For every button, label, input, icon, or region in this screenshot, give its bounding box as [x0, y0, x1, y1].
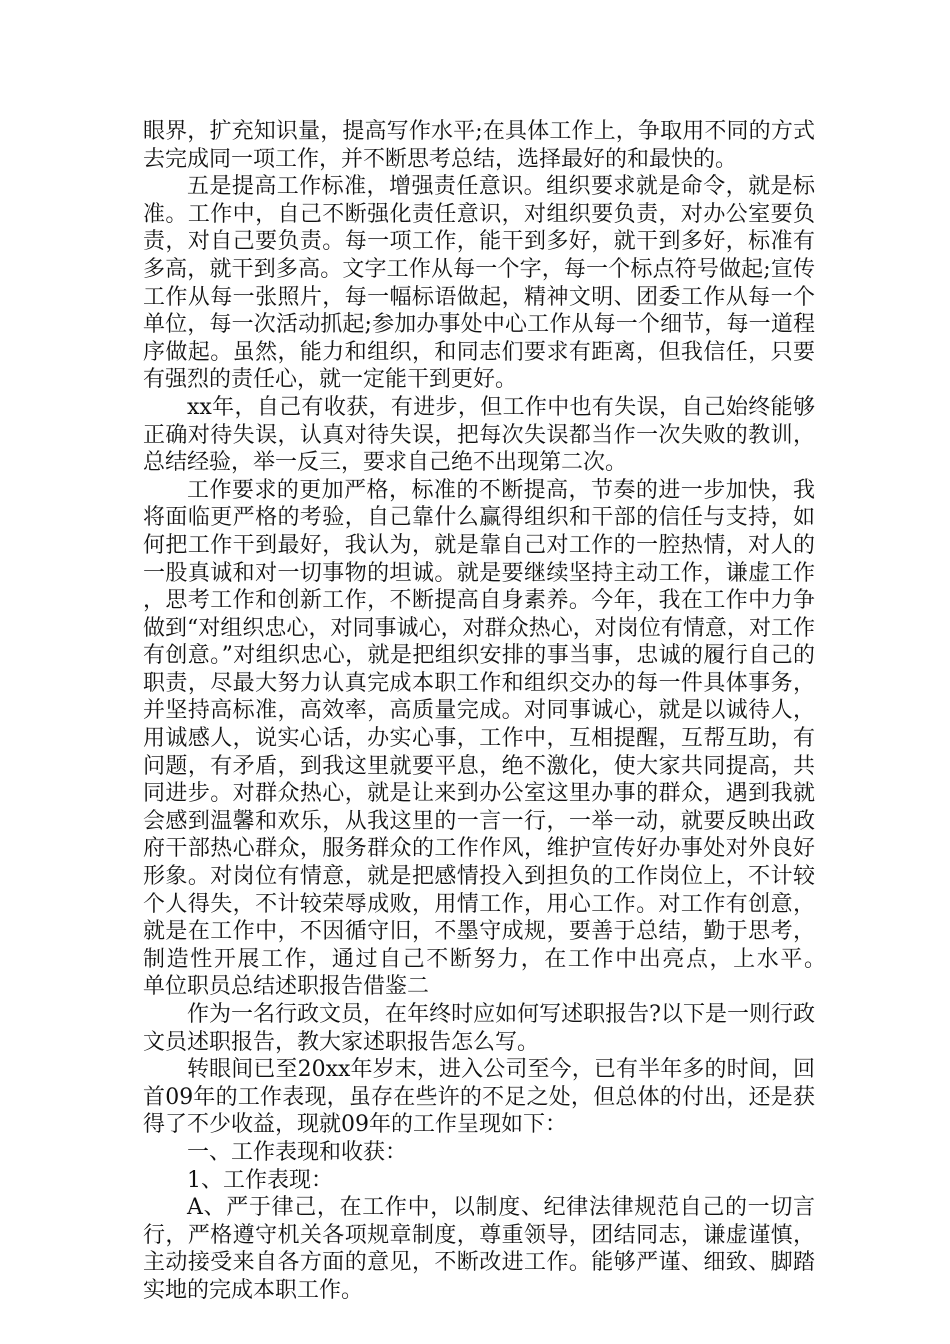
document-page: [143, 118, 860, 1305]
paragraph-2: 五是提高工作标准，增强责任意识。组织要求就是命令，就是标准。工作中，自己不断强化责任意识，对组织要负责，对办公室要负责，对自己要负责。每一项工作，能干到多好，就干到多好，标准有多高，就干到多高。文字工作从每一个字，每一个标点符号做起;宣传工作从每一张照片，每一幅标语做起，精神文明、团委工作从每一个单位，每一次活动抓起;参加办事处中心工作从每一个细节，每一道程序做起。虽然，能力和组织，和同志们要求有距离，但我信任，只要有强烈的责任心，就一定能干到更好。: [143, 174, 815, 393]
paragraph-7: A、严于律己，在工作中，以制度、纪律法律规范自己的一切言行，严格遵守机关各项规章制度，尊重领导，团结同志，谦虚谨慎，主动接受来自各方面的意见，不断改进工作。能够严谨、细致、脚踏实地的完成本职工作。: [143, 1195, 815, 1303]
subsection-heading-1: 1、工作表现：: [187, 1167, 333, 1193]
paragraph-6: 转眼间已至20xx年岁末，进入公司至今，已有半年多的时间，回首09年的工作表现，虽存在些许的不足之处，但总体的付出，还是获得了不少收益，现就09年的工作呈现如下：: [143, 1057, 815, 1138]
paragraph-5: 作为一名行政文员，在年终时应如何写述职报告?以下是一则行政文员述职报告，教大家述职报告怎么写。: [143, 1002, 815, 1055]
section-heading-1: 一、工作表现和收获：: [187, 1139, 408, 1165]
paragraph-4: 工作要求的更加严格，标准的不断提高，节奏的进一步加快，我将面临更严格的考验，自己靠什么赢得组织和干部的信任与支持，如何把工作干到最好，我认为，就是靠自己对工作的一腔热情，对人的一股真诚和对一切事物的坦诚。就是要继续坚持主动工作，谦虚工作，思考工作和创新工作，不断提高自身素养。今年，我在工作中力争做到“对组织忠心，对同事诚心，对群众热心，对岗位有情意，对工作有创意。”对组织忠心，就是把组织安排的事当事，忠诚的履行自己的职责，尽最大努力认真完成本职工作和组织交办的每一件具体事务，并坚持高标准，高效率，高质量完成。对同事诚心，就是以诚待人，用诚感人，说实心话，办实心事，工作中，互相提醒，互帮互助，有问题，有矛盾，到我这里就要平息，绝不激化，使大家共同提高，共同进步。对群众热心，就是让来到办公室这里办事的群众，遇到我就会感到温馨和欢乐，从我这里的一言一行，一举一动，就要反映出政府干部热心群众，服务群众的工作作风，维护宣传好办事处对外良好形象。对岗位有情意，就是把感情投入到担负的工作岗位上，不计较个人得失，不计较荣辱成败，用情工作，用心工作。对工作有创意，就是在工作中，不因循守旧，不墨守成规，要善于总结，勤于思考，制造性开展工作，通过自己不断努力，在工作中出亮点，上水平。 单位职员总结述职报告借鉴二: [143, 477, 860, 1000]
paragraph-3: xx年，自己有收获，有进步，但工作中也有失误，自己始终能够正确对待失误，认真对待失误，把每次失误都当作一次失败的教训，总结经验，举一反三，要求自己绝不出现第二次。: [143, 394, 815, 476]
paragraph-1: 眼界，扩充知识量，提高写作水平;在具体工作上，争取用不同的方式去完成同一项工作，并不断思考总结，选择最好的和最快的。: [143, 119, 815, 172]
